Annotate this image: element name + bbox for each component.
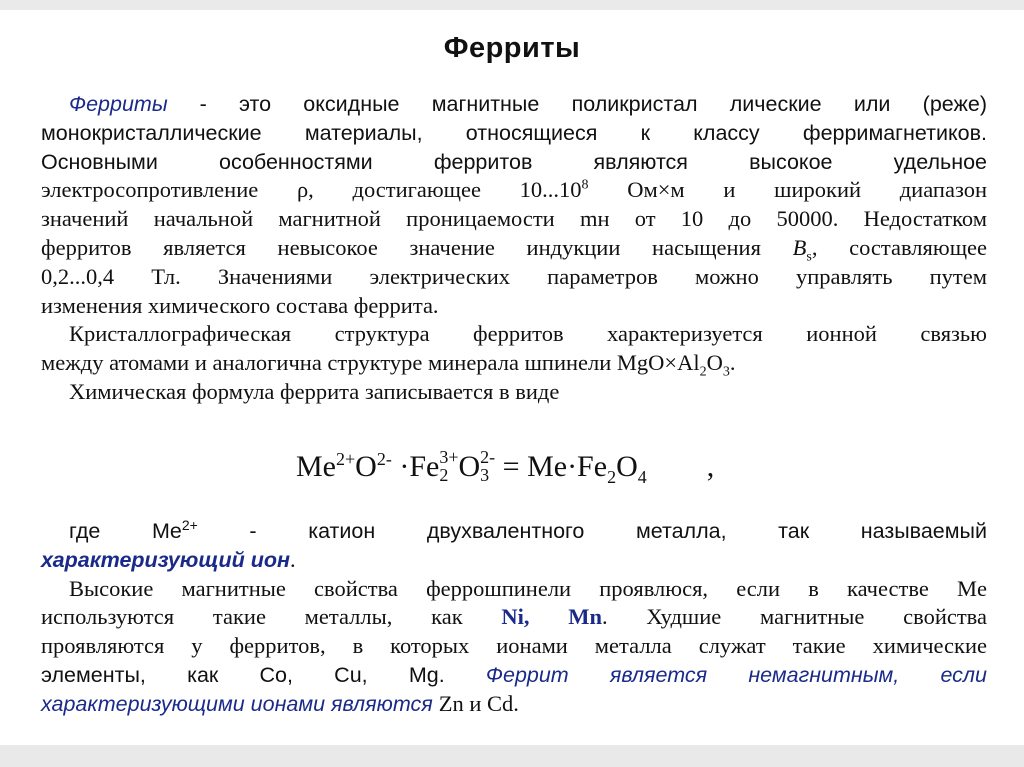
p1-line-3: Основными особенностями ферритов являются высокое удельное xyxy=(41,149,987,174)
top-edge xyxy=(0,0,1024,10)
p1-line-7: 0,2...0,4 Тл. Значениями электрических параметров можно управлять путем xyxy=(41,263,987,289)
p1-line-8: изменения химического состава феррита. xyxy=(41,292,439,318)
p5-line-4: элементы, как Co, Cu, Mg. Феррит является немагнитным, если xyxy=(41,662,988,687)
p1-line-4: электросопротивление ρ, достигающее 10...10$^8$ Ом×м и широкий диапазон xyxy=(41,177,987,203)
p2-line-2: между атомами и аналогична структуре минерала шпинели $MgO\times Al_2O_3$. xyxy=(41,350,736,380)
p5-line-1: Высокие магнитные свойства феррошпинели проявлюся, если в качестве Me xyxy=(69,575,987,601)
p5-line-5: характеризующими ионами являются Zn и Cd. xyxy=(41,690,519,716)
body-text xyxy=(41,90,987,407)
p1-line-2: монокристаллические материалы, относящиеся к классу ферримагнетиков. xyxy=(41,120,987,145)
p3-line-1: Химическая формула феррита записывается в виде xyxy=(69,378,560,404)
p1-line-1: Ферриты - это оксидные магнитные поликристал лические или (реже) xyxy=(69,92,987,116)
slide-title: Ферриты xyxy=(443,32,581,64)
ferrite-formula: $Me^{2+}O^{2-} \cdot Fe$ 3+ 2 O 2- 3 = $Me\cdot Fe_2O_4$ , xyxy=(296,447,715,487)
p4-line-2: характеризующий ион. xyxy=(41,546,296,572)
fe-indices: 3+ 2 xyxy=(439,447,459,486)
o-indices: 2- 3 xyxy=(480,447,496,486)
p5-line-3: проявляются у ферритов, в которых ионами металла служат такие химические xyxy=(41,633,987,659)
p2-line-1: Кристаллографическая структура ферритов характеризуется ионной связью xyxy=(69,321,987,347)
bottom-edge xyxy=(0,745,1024,767)
p1-line-5: значений начальной магнитной проницаемости mн от 10 до 50000. Недостатком xyxy=(41,206,987,232)
body-text-2 xyxy=(41,517,987,719)
p1-line-6: ферритов является невысокое значение индукции насыщения $B_s$, составляющее xyxy=(41,234,987,265)
term-ferrites: Ферриты xyxy=(69,92,168,116)
term-characteristic-ion: характеризующий ион xyxy=(41,547,290,572)
p4-line-1: где $Me^{2+}$ - катион двухвалентного металла, так называемый xyxy=(69,516,987,543)
p5-line-2: используются такие металлы, как Ni, Mn. Худшие магнитные свойства xyxy=(41,604,987,630)
metals-ni-mn: Ni, Mn xyxy=(501,604,602,630)
